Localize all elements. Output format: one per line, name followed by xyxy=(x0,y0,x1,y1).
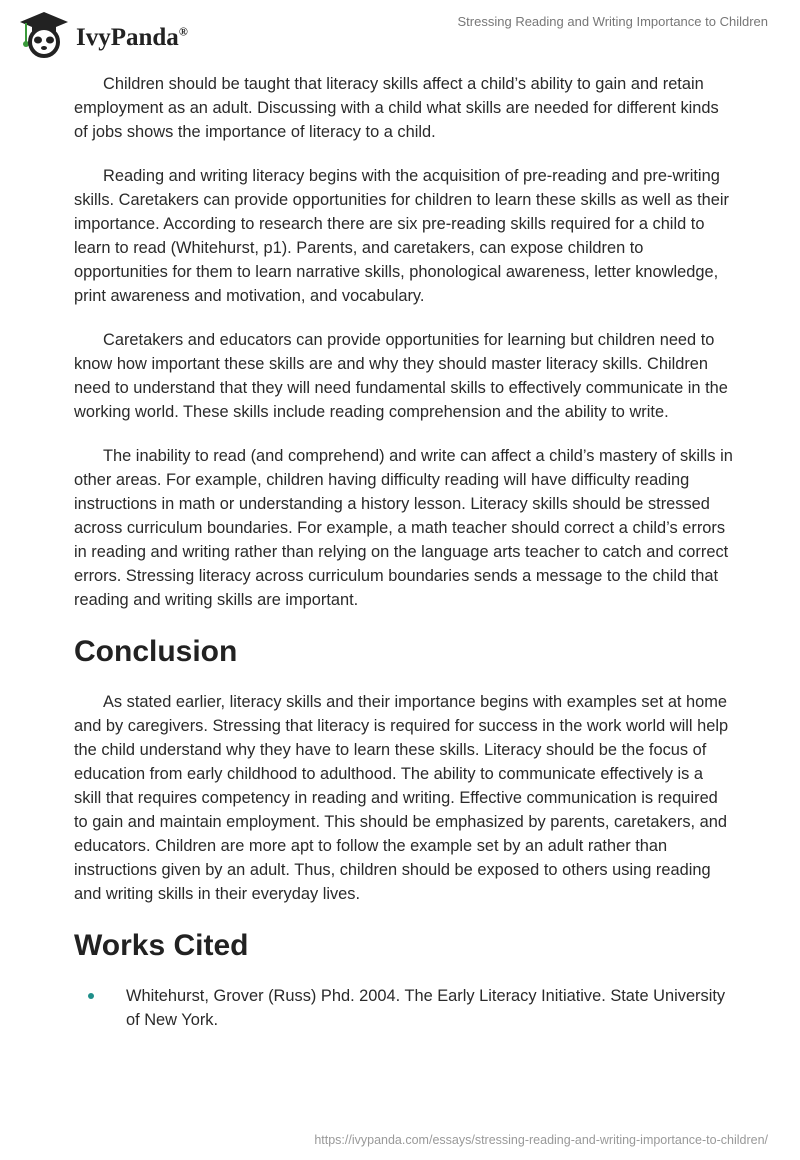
page-header-title: Stressing Reading and Writing Importance to Children xyxy=(457,14,768,29)
paragraph: Caretakers and educators can provide opportunities for learning but children need to know how important these skills are and why they should master literacy skills. Children need to understand that they will need fundamental skills to effectively communicate in the working world. These skills include reading comprehension and the ability to write. xyxy=(74,331,728,421)
conclusion-paragraph: As stated earlier, literacy skills and their importance begins with examples set at home and by caregivers. Stressing that literacy is required for success in the work world will help the child understand why they have to learn these skills. Literacy should be the focus of education from early childhood to adulthood. The ability to communicate effectively is a skill that requires competency in reading and writing. Effective communication is required to gain and maintain employment. This should be emphasized by parents, caretakers, and educators. Children are more apt to follow the example set by an adult rather than instructions given by an adult. Thus, children should be exposed to others using reading and writing skills in their everyday lives. xyxy=(74,693,729,903)
ivypanda-logo[interactable] xyxy=(18,10,188,58)
citation-item xyxy=(74,984,734,1032)
panda-logo-icon xyxy=(18,10,70,58)
conclusion-heading: Conclusion xyxy=(74,635,238,668)
citation-text: Whitehurst, Grover (Russ) Phd. 2004. The Early Literacy Initiative. State University of New York. xyxy=(126,987,726,1029)
paragraph: Reading and writing literacy begins with the acquisition of pre-reading and pre-writing skills. Caretakers can provide opportunities for children to learn these skills as well as their importance. According to research there are six pre-reading skills required for a child to learn to read (Whitehurst, p1). Parents, and caretakers, can expose children to opportunities for them to learn narrative skills, phonological awareness, letter knowledge, print awareness and motivation, and vocabulary. xyxy=(74,167,730,305)
footer-url-link[interactable]: https://ivypanda.com/essays/stressing-reading-and-writing-importance-to-children/ xyxy=(314,1133,768,1147)
essay-content xyxy=(74,72,734,1032)
paragraph: Children should be taught that literacy skills affect a child’s ability to gain and retain employment as an adult. Discussing with a child what skills are needed for different kinds of jobs shows the importance of literacy to a child. xyxy=(74,75,719,141)
works-cited-heading: Works Cited xyxy=(74,929,249,962)
bullet-icon xyxy=(88,993,94,999)
registered-mark: ® xyxy=(178,24,188,39)
logo-text: IvyPanda xyxy=(76,24,179,51)
works-cited-list xyxy=(74,984,734,1032)
paragraph: The inability to read (and comprehend) and write can affect a child’s mastery of skills in other areas. For example, children having difficulty reading will have difficulty reading instructions in math or understanding a history lesson. Literacy skills should be stressed across curriculum boundaries. For example, a math teacher should correct a child’s errors in reading and writing rather than relying on the language arts teacher to catch and correct errors. Stressing literacy across curriculum boundaries sends a message to the child that reading and writing skills are important. xyxy=(74,447,733,609)
